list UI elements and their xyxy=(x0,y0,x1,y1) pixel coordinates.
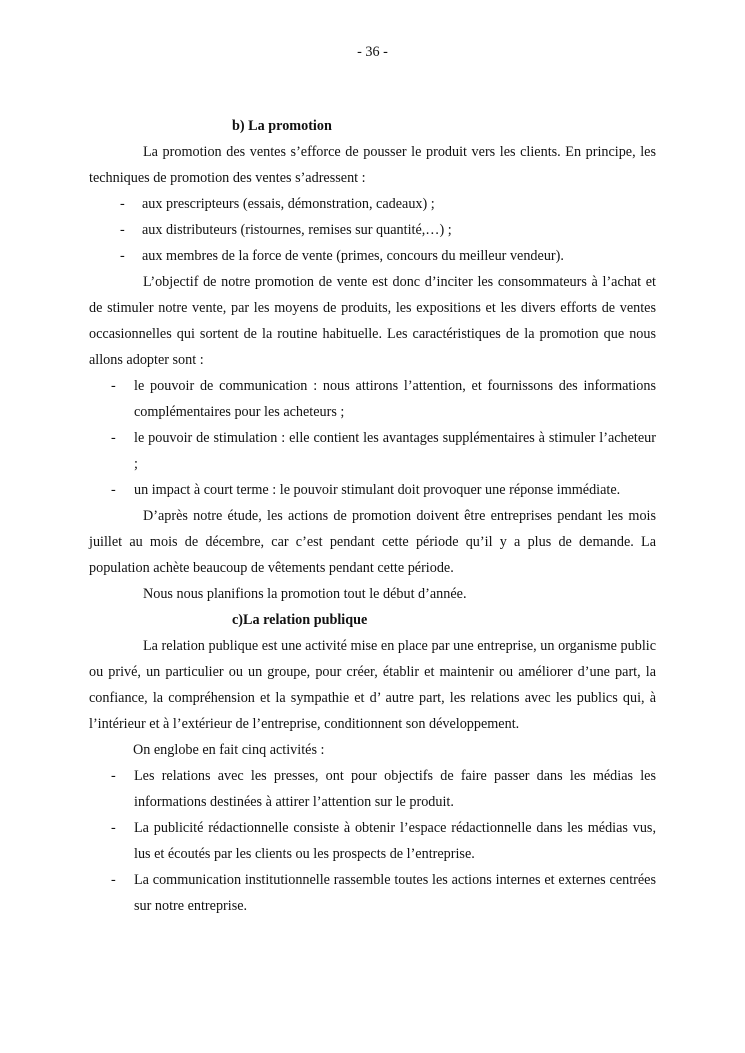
list-item-text: aux prescripteurs (essais, démonstration, cadeaux) ; xyxy=(142,196,435,212)
list-item xyxy=(89,191,656,217)
bullet-dash: - xyxy=(111,378,116,394)
list-item-text: La publicité rédactionnelle consiste à obtenir l’espace rédactionnelle dans les médias vus, lus et écoutés par les clients ou les prospects de l’entreprise. xyxy=(134,820,656,862)
promotion-targets-list xyxy=(89,191,656,269)
list-item xyxy=(89,425,656,477)
page-number: - 36 - xyxy=(357,44,388,60)
list-item xyxy=(89,373,656,425)
list-item-text: Les relations avec les presses, ont pour objectifs de faire passer dans les médias les informations destinées à attirer l’attention sur le produit. xyxy=(134,768,656,810)
section-heading-public-relations: c)La relation publique xyxy=(232,612,368,628)
list-item-text: un impact à court terme : le pouvoir stimulant doit provoquer une réponse immédiate. xyxy=(134,482,621,498)
bullet-dash: - xyxy=(111,820,116,836)
bullet-dash: - xyxy=(120,248,125,264)
list-item-text: aux membres de la force de vente (primes, concours du meilleur vendeur). xyxy=(142,248,564,264)
list-item xyxy=(89,815,656,867)
bullet-dash: - xyxy=(111,768,116,784)
list-item xyxy=(89,217,656,243)
bullet-dash: - xyxy=(111,430,116,446)
paragraph-promotion-study: D’après notre étude, les actions de promotion doivent être entreprises pendant les mois juillet au mois de décembre, car c’est pendant cette période qu’il y a plus de demande. La population achète beaucoup de vêtements pendant cette période. xyxy=(89,508,656,576)
bullet-dash: - xyxy=(120,196,125,212)
list-item-text: le pouvoir de communication : nous attirons l’attention, et fournissons des informations complémentaires pour les acheteurs ; xyxy=(134,378,656,420)
bullet-dash: - xyxy=(120,222,125,238)
list-item xyxy=(89,867,656,919)
paragraph-relations-intro: La relation publique est une activité mise en place par une entreprise, un organisme public ou privé, un particulier ou un groupe, pour créer, établir et maintenir ou améliorer d’une part, la confiance, la compréhension et la sympathie et d’ autre part, les relations avec les publics qui, à l’intérieur et à l’extérieur de l’entreprise, conditionnent son développement. xyxy=(89,638,656,732)
list-item-text: le pouvoir de stimulation : elle contient les avantages supplémentaires à stimuler l’acheteur ; xyxy=(134,430,656,472)
list-item xyxy=(89,477,656,503)
bullet-dash: - xyxy=(111,872,116,888)
paragraph-promotion-intro: La promotion des ventes s’efforce de pousser le produit vers les clients. En principe, les techniques de promotion des ventes s’adressent : xyxy=(89,144,656,186)
paragraph-promotion-plan: Nous nous planifions la promotion tout le début d’année. xyxy=(143,586,467,602)
section-heading-promotion: b) La promotion xyxy=(232,118,332,134)
bullet-dash: - xyxy=(111,482,116,498)
paragraph-activities-intro: On englobe en fait cinq activités : xyxy=(133,742,325,758)
list-item xyxy=(89,243,656,269)
list-item-text: aux distributeurs (ristournes, remises sur quantité,…) ; xyxy=(142,222,452,238)
list-item-text: La communication institutionnelle rassemble toutes les actions internes et externes centrées sur notre entreprise. xyxy=(134,872,656,914)
list-item xyxy=(89,763,656,815)
promotion-characteristics-list xyxy=(89,373,656,503)
paragraph-promotion-objective: L’objectif de notre promotion de vente est donc d’inciter les consommateurs à l’achat et de stimuler notre vente, par les moyens de produits, les expositions et les divers efforts de ventes occasionnelles qui sortent de la routine habituelle. Les caractéristiques de la promotion que nous allons adopter sont : xyxy=(89,274,656,368)
document-body xyxy=(89,113,656,919)
public-relations-activities-list xyxy=(89,763,656,919)
